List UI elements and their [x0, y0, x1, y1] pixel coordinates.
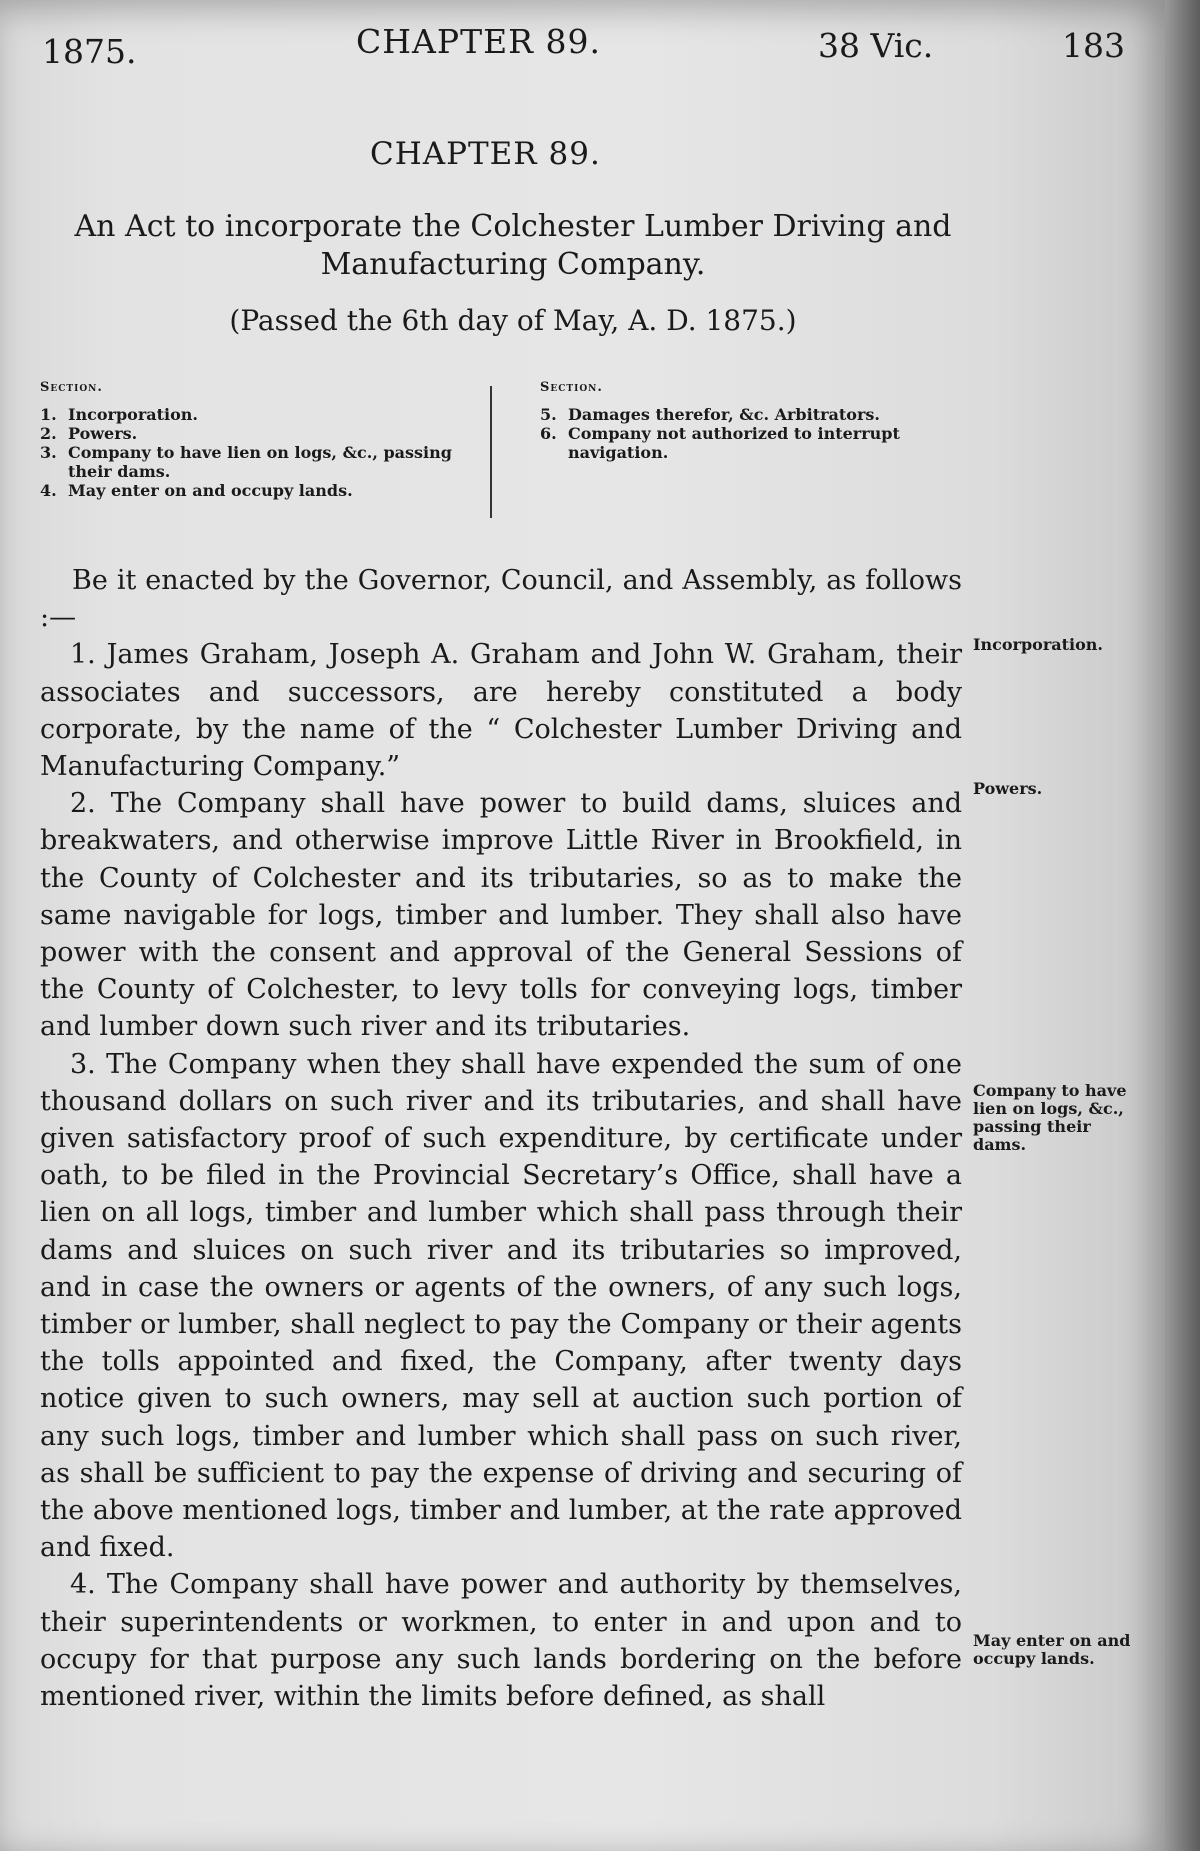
toc-item-number: 5. — [540, 405, 557, 424]
toc-item — [40, 405, 480, 424]
toc-item — [40, 424, 480, 443]
toc-item-text: Powers. — [68, 424, 138, 443]
page-edge — [1165, 0, 1200, 1851]
toc-right-heading: Section. — [540, 380, 603, 395]
act-title: An Act to incorporate the Colchester Lumber Driving and Manufacturing Company. — [74, 209, 952, 282]
toc-left-heading: Section. — [40, 380, 103, 395]
section-4: 4. The Company shall have power and authority by themselves, their superintendents or workmen, to enter in and upon and to occupy for that purpose any such lands bordering on the before mentioned river, within the limits before defined, as shall — [40, 1569, 962, 1713]
header-reign: 38 Vic. — [818, 26, 934, 65]
toc-divider — [490, 386, 492, 518]
toc-item-text: Company not authorized to interrupt navigation. — [568, 424, 900, 462]
toc-item-text: Company to have lien on logs, &c., passing their dams. — [68, 443, 452, 481]
margin-note-lien: Company to have lien on logs, &c., passing their dams. — [973, 1081, 1127, 1154]
margin-note-enter-lands: May enter on and occupy lands. — [973, 1631, 1131, 1668]
section-2: 2. The Company shall have power to build dams, sluices and breakwaters, and otherwise improve Little River in Brookfield, in the County of Colchester and its tributaries, so as to make the same navigable for logs, timber and lumber. They shall also have power with the consent and approval of the General Sessions of the County of Colchester, to levy tolls for conveying logs, timber and lumber down such river and its tributaries. — [40, 788, 962, 1043]
toc-item-number: 6. — [540, 424, 557, 443]
toc-item — [540, 424, 990, 462]
toc-item-number: 3. — [40, 443, 57, 462]
passed-date: (Passed the 6th day of May, A. D. 1875.) — [229, 304, 797, 337]
enacting-clause: Be it enacted by the Governor, Council, and Assembly, as follows :— — [40, 565, 962, 634]
chapter-title: CHAPTER 89. — [370, 136, 601, 172]
section-table-of-contents — [40, 378, 990, 523]
toc-item-text: May enter on and occupy lands. — [68, 481, 353, 500]
toc-left-column — [40, 378, 480, 500]
toc-item — [40, 481, 480, 500]
header-year: 1875. — [42, 32, 137, 71]
page-number: 183 — [1062, 26, 1125, 65]
toc-right-column — [540, 378, 990, 462]
header-chapter: CHAPTER 89. — [356, 22, 601, 61]
section-3: 3. The Company when they shall have expended the sum of one thousand dollars on such river and its tributaries, and shall have given satisfactory proof of such expenditure, by certificate under oath, to be filed in the Provincial Secretary’s Office, shall have a lien on all logs, timber and lumber which shall pass through their dams and sluices on such river and its tributaries so improved, and in case the owners or agents of the owners, of any such logs, timber or lumber, shall neglect to pay the Company or their agents the tolls appointed and fixed, the Company, after twenty days notice given to such owners, may sell at auction such portion of any such logs, timber and lumber which shall pass on such river, as shall be sufficient to pay the expense of driving and securing of the above mentioned logs, timber and lumber, at the rate approved and fixed. — [40, 1048, 962, 1564]
toc-item-number: 4. — [40, 481, 57, 500]
toc-item-number: 1. — [40, 405, 57, 424]
toc-item — [40, 443, 480, 481]
toc-item — [540, 405, 990, 424]
toc-item-number: 2. — [40, 424, 57, 443]
margin-note-incorporation: Incorporation. — [973, 635, 1103, 654]
toc-item-text: Damages therefor, &c. Arbitrators. — [568, 405, 880, 424]
margin-note-powers: Powers. — [973, 779, 1043, 798]
toc-item-text: Incorporation. — [68, 405, 198, 424]
running-head — [0, 22, 1165, 72]
act-body — [40, 562, 962, 1715]
section-1: 1. James Graham, Joseph A. Graham and John W. Graham, their associates and successors, are hereby constituted a body corporate, by the name of the “ Colchester Lumber Driving and Manufacturing Company.” — [40, 639, 962, 783]
